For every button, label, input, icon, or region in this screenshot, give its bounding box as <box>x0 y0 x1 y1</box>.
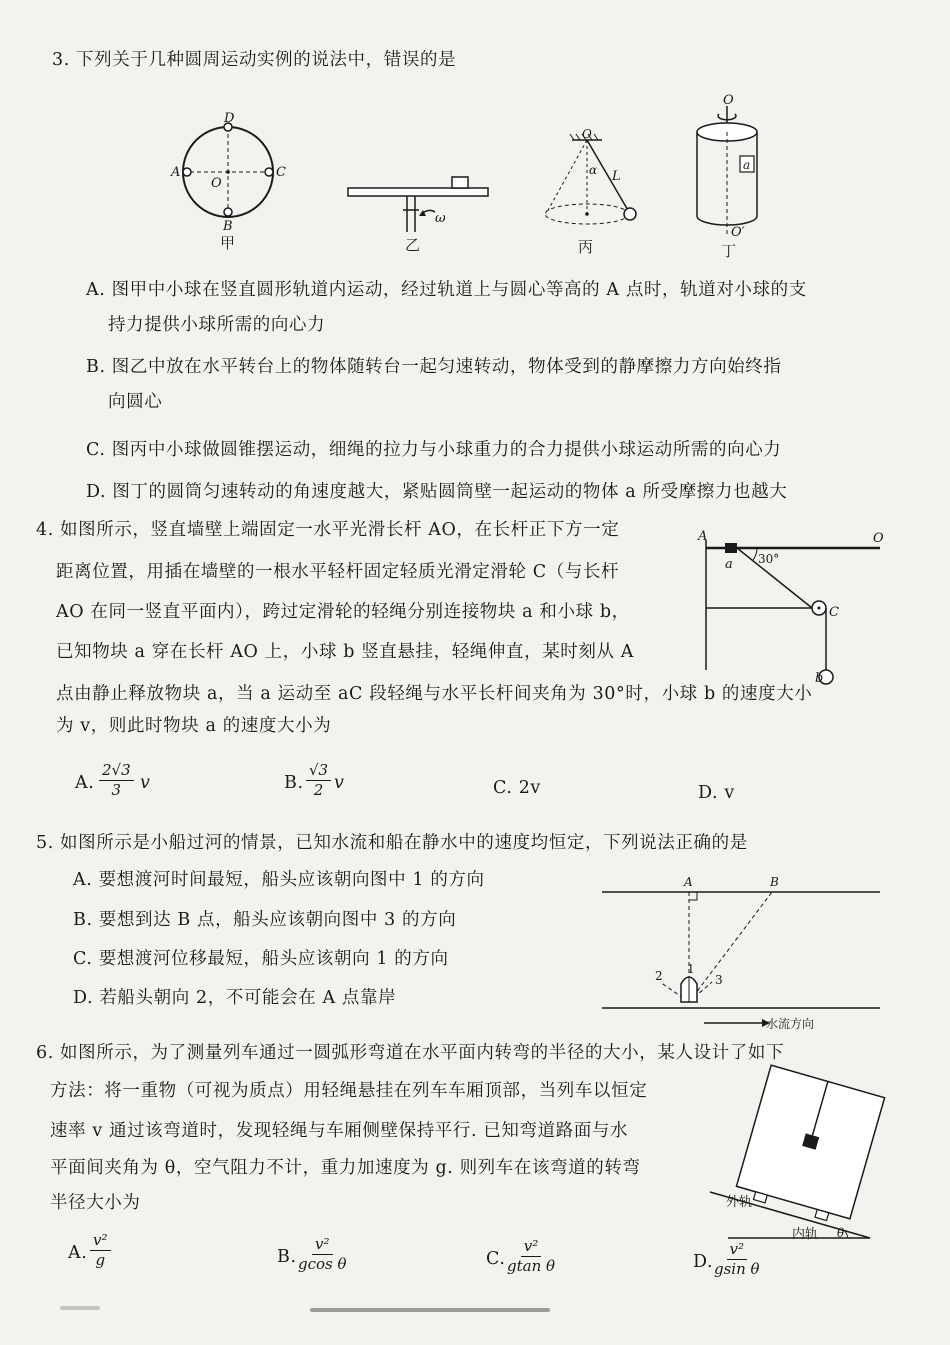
q5-label-A: A <box>684 875 693 889</box>
q4-option-a-label: A. <box>75 773 95 793</box>
bing-label-O: O <box>582 127 592 141</box>
jia-label-C: C <box>276 165 286 180</box>
q4-option-b-fraction <box>306 762 331 798</box>
q4-line1: 4. 如图所示，竖直墙壁上端固定一水平光滑长杆 AO，在长杆正下方一定 <box>36 520 620 540</box>
q6-line2: 方法：将一重物（可视为质点）用轻绳悬挂在列车车厢顶部，当列车以恒定 <box>50 1081 648 1101</box>
q3-figure-bing <box>540 128 650 258</box>
q4-label-O: O <box>873 531 884 546</box>
q4-label-a: a <box>725 557 733 572</box>
q4-option-a-fraction <box>99 762 134 798</box>
q6-option-c-den: gtan θ <box>507 1256 556 1275</box>
yi-label-omega: ω <box>435 211 446 226</box>
footer-smudge-left <box>60 1306 100 1310</box>
ding-label-O2: O′ <box>731 225 745 240</box>
q3-stem: 3. 下列关于几种圆周运动实例的说法中，错误的是 <box>52 50 457 70</box>
jia-caption: 甲 <box>220 234 236 252</box>
q5-label-flow: 水流方向 <box>766 1017 815 1031</box>
q5-figure <box>600 870 890 1035</box>
q3-figure-yi <box>345 170 495 255</box>
q4-option-a-num: 2√3 <box>99 762 134 781</box>
q3-option-b-line2: 向圆心 <box>108 392 163 412</box>
q3-figure-jia <box>165 110 295 255</box>
q3-option-d: D. 图丁的圆筒匀速转动的角速度越大，紧贴圆筒壁一起运动的物体 a 所受摩擦力也越大 <box>86 482 788 502</box>
q6-option-a-fraction <box>90 1232 111 1268</box>
q5-label-1: 1 <box>687 962 695 976</box>
bing-label-L: L <box>612 169 621 184</box>
q3-option-b-line1: B. 图乙中放在水平转台上的物体随转台一起匀速转动，物体受到的静摩擦力方向始终指 <box>86 357 782 377</box>
q3-option-c: C. 图丙中小球做圆锥摆运动，细绳的拉力与小球重力的合力提供小球运动所需的向心力 <box>86 440 782 460</box>
q6-option-b-den: gcos θ <box>298 1254 347 1273</box>
jia-label-D: D <box>224 111 235 126</box>
bing-label-alpha: α <box>589 163 598 177</box>
yi-caption: 乙 <box>405 236 421 254</box>
q6-line4: 平面间夹角为 θ，空气阻力不计，重力加速度为 g. 则列车在该弯道的转弯 <box>50 1158 641 1178</box>
q4-option-d: D. v <box>698 783 735 803</box>
q4-figure <box>695 530 890 695</box>
q5-label-2: 2 <box>655 969 663 983</box>
q4-option-b-num: √3 <box>306 762 331 781</box>
q6-option-a-label: A. <box>68 1243 88 1263</box>
q4-option-b-den: 2 <box>313 780 324 799</box>
q4-line2: 距离位置，用插在墙壁的一根水平轻杆固定轻质光滑定滑轮 C（与长杆 <box>56 562 620 582</box>
q4-option-b-label: B. <box>284 773 304 793</box>
q6-option-c-label: C. <box>486 1249 506 1269</box>
bing-caption: 丙 <box>578 238 594 256</box>
q5-label-3: 3 <box>715 973 723 987</box>
q6-option-a-num: v² <box>90 1232 111 1251</box>
ding-label-a: a <box>743 158 751 172</box>
q5-option-c: C. 要想渡河位移最短，船头应该朝向 1 的方向 <box>73 949 449 969</box>
q4-line3: AO 在同一竖直平面内），跨过定滑轮的轻绳分别连接物块 a 和小球 b， <box>56 602 630 622</box>
q4-option-a-var: v <box>140 773 151 793</box>
q6-line5: 半径大小为 <box>50 1193 141 1213</box>
q4-label-angle: 30° <box>758 552 780 566</box>
ding-caption: 丁 <box>721 242 737 260</box>
q5-option-b: B. 要想到达 B 点，船头应该朝向图中 3 的方向 <box>73 910 457 930</box>
ding-label-O: O <box>723 93 734 108</box>
q6-figure <box>700 1070 885 1255</box>
q4-line5: 点由静止释放物块 a，当 a 运动至 aC 段轻绳与水平长杆间夹角为 30°时，小球 b 的速度大小 <box>56 684 813 704</box>
q6-line1: 6. 如图所示，为了测量列车通过一圆弧形弯道在水平面内转弯的半径的大小，某人设计了如下 <box>36 1043 785 1063</box>
q3-option-a-line1: A. 图甲中小球在竖直圆形轨道内运动，经过轨道上与圆心等高的 A 点时，轨道对小球的支 <box>86 280 807 300</box>
q3-option-a-line2: 持力提供小球所需的向心力 <box>108 315 326 335</box>
q6-option-b-num: v² <box>312 1236 333 1255</box>
footer-smudge <box>310 1308 550 1312</box>
q4-option-a-den: 3 <box>111 780 122 799</box>
q5-option-d: D. 若船头朝向 2，不可能会在 A 点靠岸 <box>73 988 397 1008</box>
q6-option-b-fraction <box>298 1236 347 1272</box>
jia-label-B: B <box>223 219 233 234</box>
q6-label-inner: 内轨 <box>792 1227 819 1242</box>
q4-option-b-var: v <box>334 773 345 793</box>
q4-option-c: C. 2v <box>493 778 541 798</box>
q4-line6: 为 v，则此时物块 a 的速度大小为 <box>56 716 332 736</box>
q6-option-d-label: D. <box>693 1252 714 1272</box>
q6-option-c-num: v² <box>521 1238 542 1257</box>
q6-option-a-den: g <box>95 1250 106 1269</box>
q5-stem: 5. 如图所示是小船过河的情景，已知水流和船在静水中的速度均恒定，下列说法正确的是 <box>36 833 748 853</box>
q6-option-d-num: v² <box>727 1241 748 1260</box>
q6-line3: 速率 v 通过该弯道时，发现轻绳与车厢侧壁保持平行. 已知弯道路面与水 <box>50 1121 629 1141</box>
q4-label-A: A <box>698 529 708 544</box>
q4-line4: 已知物块 a 穿在长杆 AO 上，小球 b 竖直悬挂，轻绳伸直，某时刻从 A <box>56 642 634 662</box>
q3-figure-ding <box>693 92 773 262</box>
q4-label-C: C <box>829 605 839 620</box>
q6-label-theta: θ <box>837 1226 845 1240</box>
q6-label-outer: 外轨 <box>726 1195 753 1210</box>
q5-label-B: B <box>770 875 779 889</box>
q4-label-b: b <box>815 671 824 686</box>
jia-label-A: A <box>171 165 181 180</box>
q5-option-a: A. 要想渡河时间最短，船头应该朝向图中 1 的方向 <box>73 870 485 890</box>
q6-option-d-fraction <box>714 1241 760 1277</box>
jia-label-O: O <box>211 176 222 191</box>
q6-option-d-den: gsin θ <box>714 1259 760 1278</box>
q6-option-c-fraction <box>507 1238 555 1274</box>
q6-option-b-label: B. <box>277 1247 297 1267</box>
